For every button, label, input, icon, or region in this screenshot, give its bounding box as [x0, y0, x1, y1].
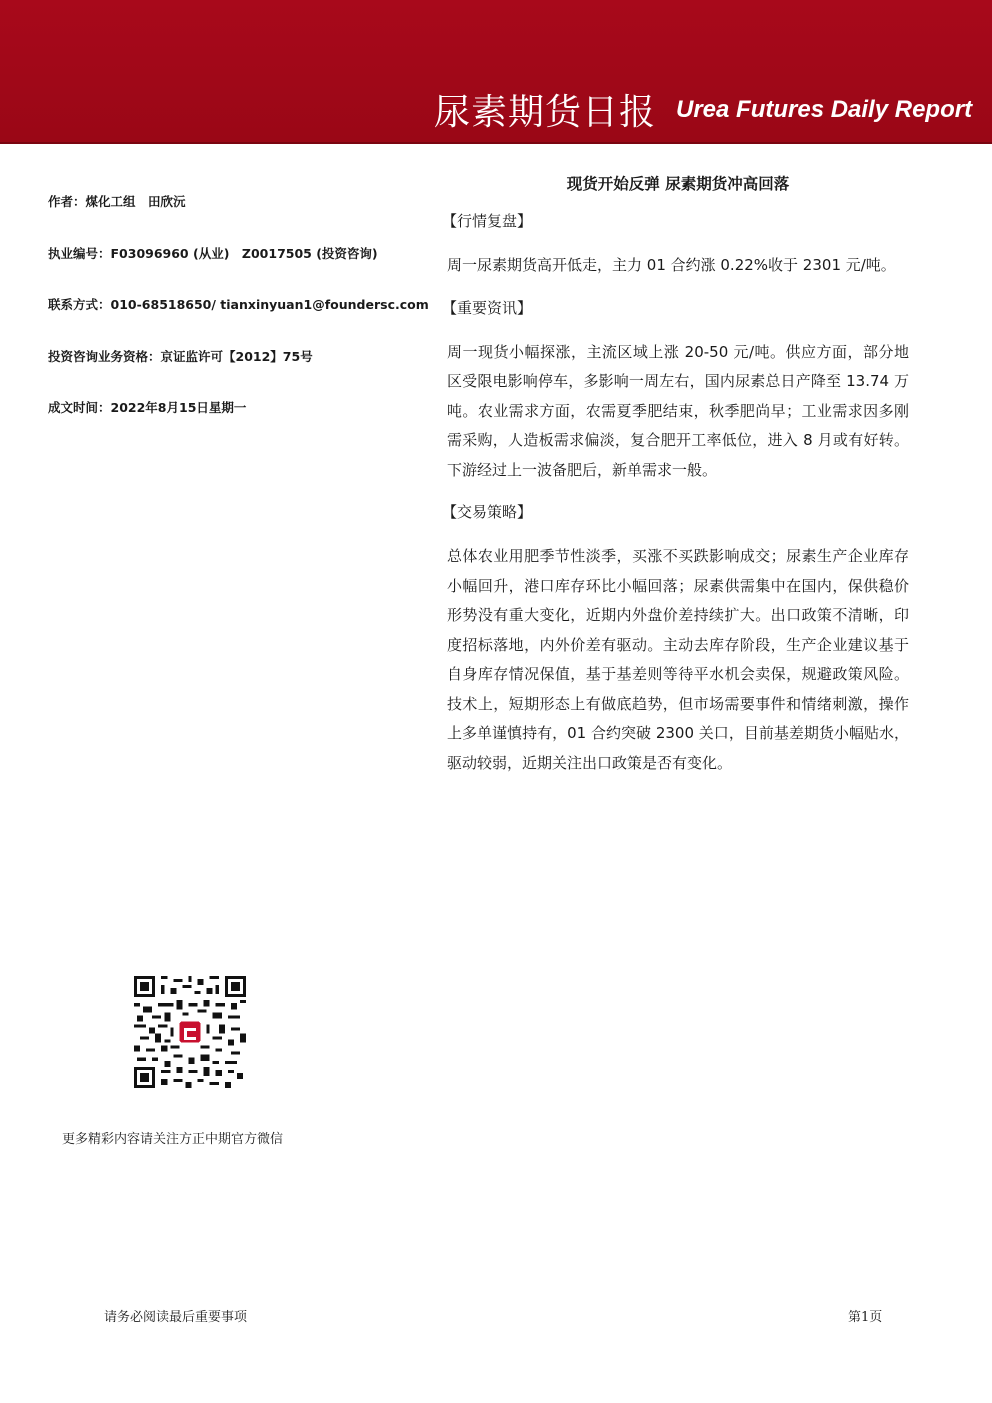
- contact-row: [48, 295, 438, 347]
- report-body: [442, 172, 909, 794]
- date-row: [48, 398, 438, 450]
- qr-caption: 更多精彩内容请关注方正中期官方微信: [62, 1132, 284, 1147]
- date-value: 2022年8月15日星期一: [110, 400, 247, 415]
- qr-code-icon: [134, 976, 246, 1088]
- section-title-review: 【行情复盘】: [442, 212, 533, 230]
- qualification-value: 京证监许可【2012】75号: [160, 348, 313, 364]
- license-value: F03096960 (从业) Z0017505 (投资咨询): [110, 245, 378, 261]
- author-info: [48, 192, 438, 450]
- license-row: [48, 244, 438, 296]
- footer-notice: 请务必阅读最后重要事项: [104, 1310, 248, 1325]
- section-body-review: 周一尿素期货高开低走，主力 01 合约涨 0.22%收于 2301 元/吨。: [447, 256, 896, 274]
- report-title-cn: 尿素期货日报: [434, 92, 657, 133]
- page-number: 第1页: [848, 1310, 883, 1325]
- author-row: [48, 192, 438, 244]
- headline: 现货开始反弹 尿素期货冲高回落: [566, 175, 790, 193]
- author-label: 作者：: [48, 194, 86, 209]
- qualification-label: 投资咨询业务资格：: [48, 348, 161, 364]
- section-title-news: 【重要资讯】: [442, 298, 533, 317]
- section-body-news: 周一现货小幅探涨，主流区域上涨 20-50 元/吨。供应方面，部分地区受限电影响停车，多影响一周左右，国内尿素总日产降至 13.74 万吨。农业需求方面，农需夏季肥结束，秋季肥尚早；工业需求因多刚需采购，人造板需求偏淡，复合肥开工率低位，进入 8 月或有好转。下游经过上一波备肥后，新单需求一般。: [447, 342, 909, 479]
- contact-value: 010-68518650/ tianxinyuan1@foundersc.com: [110, 297, 429, 312]
- qualification-row: [48, 347, 438, 399]
- header-divider: [0, 142, 992, 144]
- section-body-strategy: 总体农业用肥季节性淡季，买涨不买跌影响成交；尿素生产企业库存小幅回升，港口库存环比小幅回落；尿素供需集中在国内，保供稳价形势没有重大变化，近期内外盘价差持续扩大。出口政策不清晰，印度招标落地，内外价差有驱动。主动去库存阶段，生产企业建议基于自身库存情况保值，基于基差则等待平水机会卖保，规避政策风险。技术上，短期形态上有做底趋势，但市场需要事件和情绪刺激，操作上多单谨慎持有，01 合约突破 2300 关口，目前基差期货小幅贴水，驱动较弱，近期关注出口政策是否有变化。: [447, 547, 909, 772]
- license-label: 执业编号：: [48, 245, 111, 261]
- section-title-strategy: 【交易策略】: [442, 503, 533, 521]
- author-value: 煤化工组 田欣沅: [85, 194, 186, 209]
- report-title-en: Urea Futures Daily Report: [676, 96, 973, 123]
- date-label: 成文时间：: [48, 400, 111, 415]
- contact-label: 联系方式：: [48, 297, 111, 312]
